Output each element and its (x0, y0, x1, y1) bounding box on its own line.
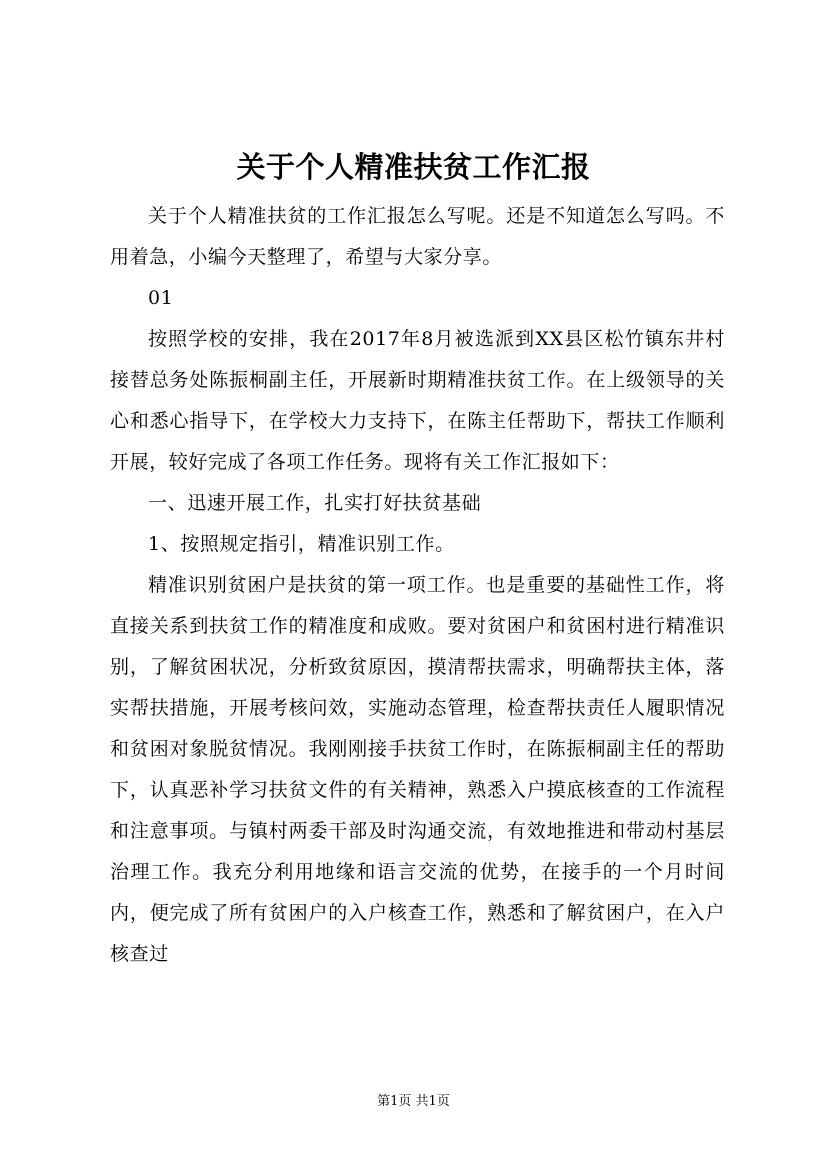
section-number: 01 (148, 287, 174, 309)
section-heading: 一、迅速开展工作，扎实打好扶贫基础 (148, 492, 482, 514)
document-body (110, 196, 725, 975)
intro-paragraph: 关于个人精准扶贫的工作汇报怎么写呢。还是不知道怎么写吗。不用着急，小编今天整理了，希望与大家分享。 (110, 205, 725, 268)
document-title: 关于个人精准扶贫工作汇报 (236, 150, 591, 184)
subsection-heading: 1、按照规定指引，精准识别工作。 (148, 533, 455, 555)
body-paragraph: 按照学校的安排，我在2017年8月被选派到XX县区松竹镇东井村接替总务处陈振桐副主任，开展新时期精准扶贫工作。在上级领导的关心和悉心指导下，在学校大力支持下，在陈主任帮助下，帮扶工作顺利开展，较好完成了各项工作任务。现将有关工作汇报如下： (110, 328, 725, 473)
page-footer: 第1页 共1页 (377, 1094, 450, 1109)
body-paragraph: 精准识别贫困户是扶贫的第一项工作。也是重要的基础性工作，将直接关系到扶贫工作的精准度和成败。要对贫困户和贫困村进行精准识别，了解贫困状况，分析致贫原因，摸清帮扶需求，明确帮扶主体，落实帮扶措施，开展考核问效，实施动态管理，检查帮扶责任人履职情况和贫困对象脱贫情况。我刚刚接手扶贫工作时，在陈振桐副主任的帮助下，认真恶补学习扶贫文件的有关精神，熟悉入户摸底核查的工作流程和注意事项。与镇村两委干部及时沟通交流，有效地推进和带动村基层治理工作。我充分利用地缘和语言交流的优势，在接手的一个月时间内，便完成了所有贫困户的入户核查工作，熟悉和了解贫困户，在入户核查过 (110, 574, 725, 965)
